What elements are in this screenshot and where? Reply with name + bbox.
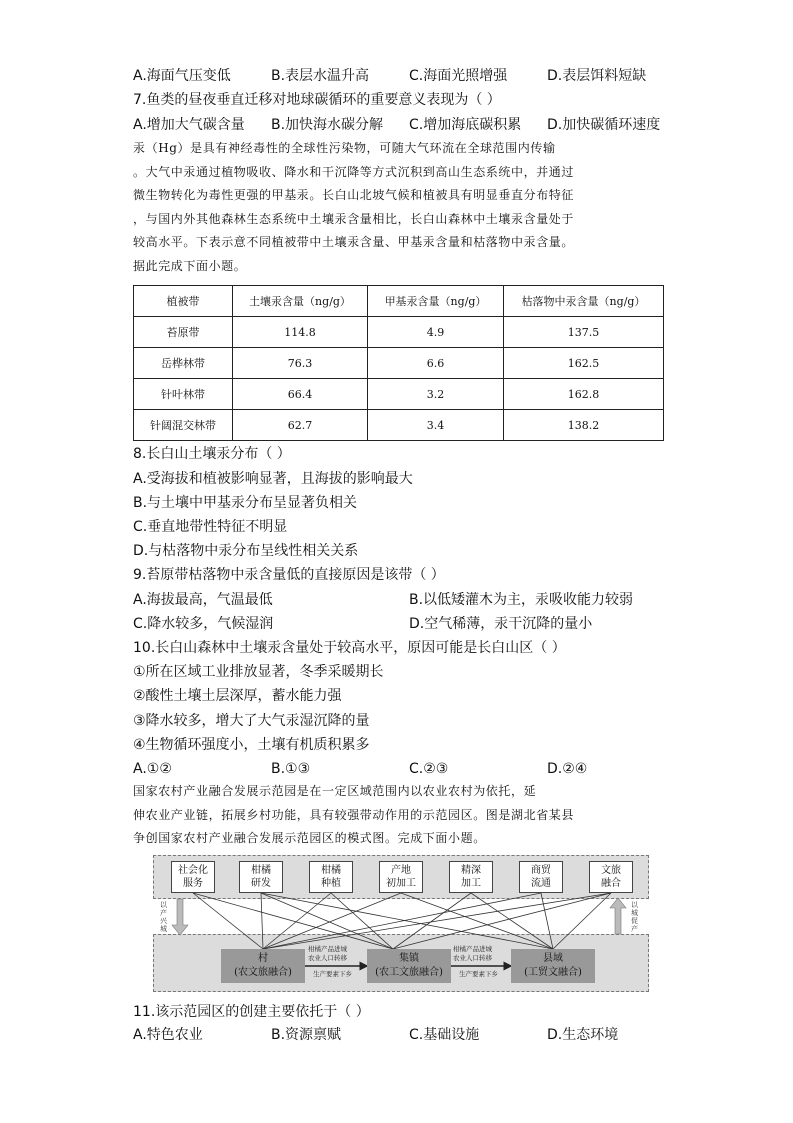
q10-option-a: A.①② — [133, 761, 172, 777]
table-row — [134, 379, 664, 410]
link2-top-label: 柑橘产品进城 — [453, 945, 492, 953]
q10-options — [133, 759, 663, 779]
table-row — [134, 410, 664, 441]
table-cell: 162.5 — [504, 348, 664, 379]
box-line: 服务 — [183, 878, 203, 889]
box-line: 文旅 — [601, 865, 621, 876]
box-citrus-research — [239, 861, 283, 893]
box-line: 集镇 — [399, 953, 419, 964]
table-cell: 66.4 — [233, 379, 368, 410]
link2-bottom-label: 生产要素下乡 — [459, 970, 498, 978]
table-cell: 138.2 — [504, 410, 664, 441]
q11-option-d: D.生态环境 — [547, 1027, 619, 1043]
table-cell: 114.8 — [233, 317, 368, 348]
link1-bottom-label: 生产要素下乡 — [313, 970, 352, 978]
q6-option-c: C.海面光照增强 — [409, 68, 508, 84]
q11-option-a: A.特色农业 — [133, 1027, 203, 1043]
table-cell: 针阔混交林带 — [134, 410, 233, 441]
table-cell: 6.6 — [368, 348, 504, 379]
table-cell: 4.9 — [368, 317, 504, 348]
box-line: 村 — [258, 953, 268, 964]
box-line: 精深 — [461, 865, 481, 876]
box-line: 产地 — [391, 865, 411, 876]
q9-option-b: B.以低矮灌木为主，汞吸收能力较弱 — [409, 592, 634, 608]
box-line: 初加工 — [386, 878, 416, 889]
table-cell: 3.4 — [368, 410, 504, 441]
table-cell: 苔原带 — [134, 317, 233, 348]
table-cell: 137.5 — [504, 317, 664, 348]
box-trade — [519, 861, 563, 893]
q10-option-d: D.②④ — [547, 761, 588, 777]
box-line: 柑橘 — [251, 865, 271, 876]
q6-options — [133, 66, 663, 86]
box-town — [367, 949, 451, 983]
q7-option-b: B.加快海水碳分解 — [271, 117, 384, 133]
right-arrow-label: 以城促产 — [631, 901, 638, 933]
box-line: 商贸 — [531, 865, 551, 876]
passage-line: 伸农业产业链，拓展乡村功能，具有较强带动作用的示范园区。图是湖北省某县 — [133, 807, 575, 822]
box-culture-tourism — [589, 861, 633, 893]
passage-rural-park — [133, 780, 666, 851]
table-cell: 3.2 — [368, 379, 504, 410]
q8-option-b: B.与土壤中甲基汞分布呈显著负相关 — [133, 495, 358, 511]
q8-option-c: C.垂直地带性特征不明显 — [133, 519, 288, 535]
table-header: 植被带 — [134, 286, 233, 317]
q10-item-3: ③降水较多，增大了大气汞湿沉降的量 — [133, 713, 370, 729]
q11-stem: 11.该示范园区的创建主要依托于（ ） — [133, 1004, 370, 1020]
link1-mid-label: 农业人口转移 — [308, 954, 347, 962]
passage-line: 汞（Hg）是具有神经毒性的全球性污染物，可随大气环流在全球范围内传输 — [133, 141, 556, 155]
table-cell: 76.3 — [233, 348, 368, 379]
box-line: 流通 — [531, 878, 551, 889]
table-header: 土壤汞含量（ng/g） — [233, 286, 368, 317]
passage-line: 微生物转化为毒性更强的甲基汞。长白山北坡气候和植被具有明显垂直分布特征 — [133, 188, 575, 202]
table-cell: 62.7 — [233, 410, 368, 441]
q10-option-b: B.①③ — [271, 761, 311, 777]
industry-model-diagram — [153, 855, 649, 992]
box-line: 柑橘 — [321, 865, 341, 876]
table-header: 甲基汞含量（ng/g） — [368, 286, 504, 317]
passage-line: 国家农村产业融合发展示范园是在一定区域范围内以农业农村为依托，延 — [133, 784, 537, 798]
box-line: 种植 — [321, 878, 341, 889]
q7-option-c: C.增加海底碳积累 — [409, 117, 522, 133]
passage-line: 较高水平。下表示意不同植被带中土壤汞含量、甲基汞含量和枯落物中汞含量。 — [133, 235, 575, 249]
table-header: 枯落物中汞含量（ng/g） — [504, 286, 664, 317]
q6-option-b: B.表层水温升高 — [271, 68, 370, 84]
passage-mercury — [133, 137, 666, 278]
table-cell: 162.8 — [504, 379, 664, 410]
q7-options — [133, 115, 663, 135]
passage-line: ，与国内外其他森林生态系统中土壤汞含量相比，长白山森林中土壤汞含量处于 — [133, 211, 575, 226]
left-arrow-label: 以产兴城 — [160, 901, 167, 933]
q8-option-d: D.与枯落物中汞分布呈线性相关关系 — [133, 543, 359, 559]
box-line: (工贸文融合) — [524, 967, 582, 978]
q9-option-d: D.空气稀薄，汞干沉降的量小 — [409, 616, 593, 632]
passage-line: 。大气中汞通过植物吸收、降水和干沉降等方式沉积到高山生态系统中，并通过 — [133, 164, 575, 179]
q10-item-2: ②酸性土壤土层深厚，蓄水能力强 — [133, 688, 342, 704]
table-cell: 岳桦林带 — [134, 348, 233, 379]
link1-top-label: 柑橘产品进城 — [308, 945, 347, 953]
box-line: (农文旅融合) — [234, 967, 292, 978]
box-line: 县域 — [543, 953, 563, 964]
q9-stem: 9.苔原带枯落物中汞含量低的直接原因是该带（ ） — [133, 567, 445, 583]
passage-line: 据此完成下面小题。 — [133, 258, 247, 273]
box-line: (农工文旅融合) — [375, 967, 443, 978]
q11-option-c: C.基础设施 — [409, 1027, 480, 1043]
q8-option-a: A.受海拔和植被影响显著，且海拔的影响最大 — [133, 471, 413, 487]
box-line: 社会化 — [178, 865, 208, 876]
q10-option-c: C.②③ — [409, 761, 449, 777]
passage-line: 争创国家农村产业融合发展示范园区的模式图。完成下面小题。 — [133, 831, 486, 845]
table-header-row — [134, 286, 664, 317]
box-line: 研发 — [251, 878, 271, 889]
table-row — [134, 317, 664, 348]
q11-options — [133, 1025, 663, 1045]
q9-option-a: A.海拔最高，气温最低 — [133, 592, 273, 608]
q11-option-b: B.资源禀赋 — [271, 1027, 342, 1043]
box-citrus-planting — [309, 861, 353, 893]
q7-option-d: D.加快碳循环速度 — [547, 117, 661, 133]
box-primary-processing — [379, 861, 423, 893]
q9-option-c: C.降水较多，气候湿润 — [133, 616, 274, 632]
table-row — [134, 348, 664, 379]
q10-stem: 10.长白山森林中土壤汞含量处于较高水平，原因可能是长白山区（ ） — [133, 640, 566, 656]
box-deep-processing — [449, 861, 493, 893]
q10-item-1: ①所在区域工业排放显著，冬季采暖期长 — [133, 664, 384, 680]
box-village — [221, 949, 305, 983]
mercury-table — [133, 285, 664, 441]
q6-option-a: A.海面气压变低 — [133, 68, 231, 84]
box-line: 融合 — [601, 878, 621, 889]
q10-item-4: ④生物循环强度小，土壤有机质积累多 — [133, 737, 370, 753]
q8-stem: 8.长白山土壤汞分布（ ） — [133, 446, 291, 462]
table-cell: 针叶林带 — [134, 379, 233, 410]
link2-mid-label: 农业人口转移 — [453, 954, 492, 962]
box-line: 加工 — [461, 878, 481, 889]
q6-option-d: D.表层饵料短缺 — [547, 68, 647, 84]
q7-stem: 7.鱼类的昼夜垂直迁移对地球碳循环的重要意义表现为（ ） — [133, 92, 501, 108]
q7-option-a: A.增加大气碳含量 — [133, 117, 245, 133]
box-county — [511, 949, 595, 983]
box-social-service — [171, 861, 215, 893]
